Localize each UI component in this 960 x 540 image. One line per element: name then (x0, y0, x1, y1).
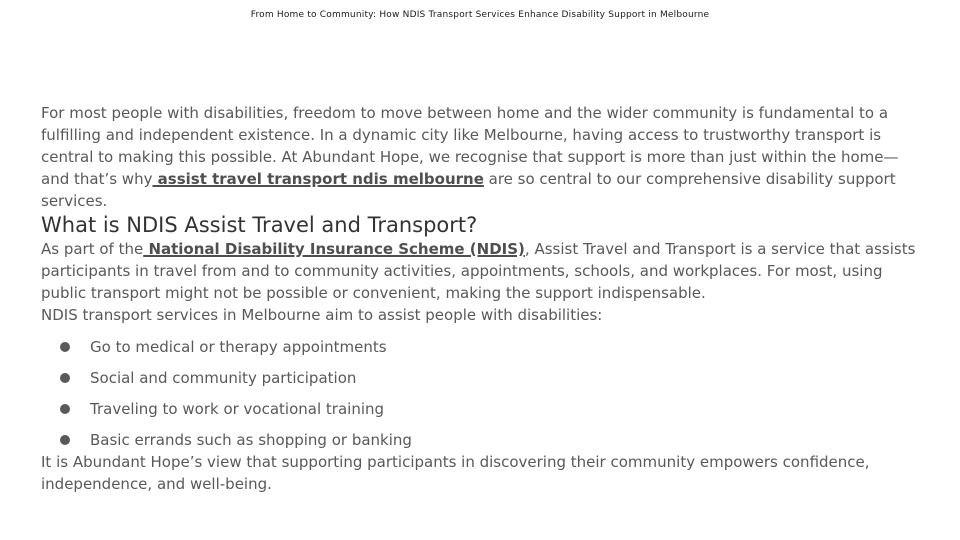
assist-travel-transport-link[interactable]: assist travel transport ndis melbourne (152, 170, 484, 188)
bullet-icon (60, 342, 70, 352)
section-heading: What is NDIS Assist Travel and Transport? (41, 213, 478, 237)
list-item (41, 367, 921, 389)
list-item (41, 336, 921, 358)
intro-text-before: For most people with disabilities, freedom to move between home and the wider community is fundamental to a fulfilling and independent existence. In a dynamic city like Melbourne, having access to trustworthy transport is central to making this possible. At Abundant Hope, we recognise that support is more than just within the home—and that’s why (41, 104, 899, 188)
document-header (0, 0, 960, 21)
list-item-label: Traveling to work or vocational training (90, 400, 385, 418)
bullet-icon (60, 435, 70, 445)
closing-paragraph: It is Abundant Hope’s view that supporting participants in discovering their community empowers confidence, independence, and well-being. (41, 453, 870, 493)
ndis-paragraph (41, 238, 921, 304)
bullet-icon (60, 404, 70, 414)
list-intro: NDIS transport services in Melbourne aim to assist people with disabilities: (41, 306, 603, 324)
list-item (41, 398, 921, 420)
intro-text-after: are so central to our comprehensive disability support services. (41, 170, 896, 210)
ndis-text-after: , Assist Travel and Transport is a service that assists participants in travel from and to community activities, appointments, schools, and workplaces. For most, using public transport might not be possible or convenient, making the support indispensable. (41, 240, 916, 302)
list-item-label: Basic errands such as shopping or banking (90, 431, 412, 449)
document-title: From Home to Community: How NDIS Transport Services Enhance Disability Support in Melbourne (250, 10, 710, 20)
intro-paragraph (41, 102, 921, 212)
list-item-label: Social and community participation (90, 369, 357, 387)
services-list (41, 336, 921, 451)
bullet-icon (60, 373, 70, 383)
article-body (41, 102, 921, 495)
ndis-scheme-link[interactable]: National Disability Insurance Scheme (NDIS) (143, 240, 525, 258)
list-item-label: Go to medical or therapy appointments (90, 338, 387, 356)
ndis-text-before: As part of the (41, 240, 144, 258)
list-item (41, 429, 921, 451)
